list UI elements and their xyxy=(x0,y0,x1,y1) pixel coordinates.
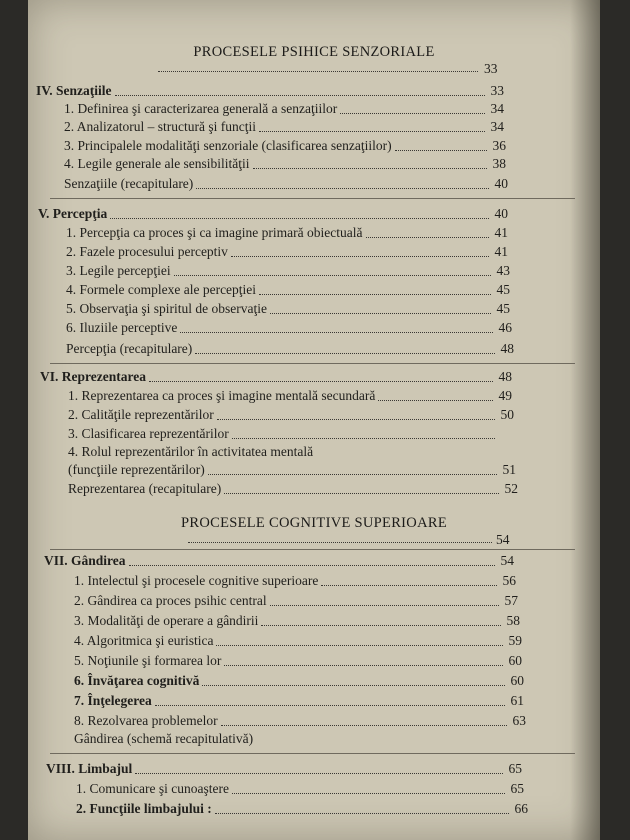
toc-item: 4. Rolul reprezentărilor în activitatea mentală xyxy=(68,444,314,459)
page-number: 33 xyxy=(484,61,498,76)
toc-item: 2. Gândirea ca proces psihic central 57 xyxy=(74,592,518,609)
section-divider xyxy=(50,363,575,364)
toc-item: 4. Formele complexe ale percepţiei 45 xyxy=(66,281,510,298)
toc-item: 3. Modalităţi de operare a gândirii 58 xyxy=(74,612,520,629)
toc-summary: Percepţia (recapitulare) 48 xyxy=(66,340,514,357)
toc-item: 2. Calităţile reprezentărilor 50 xyxy=(68,406,514,423)
toc-item: 5. Noţiunile şi formarea lor 60 xyxy=(74,652,522,669)
section-title: PROCESELE PSIHICE SENZORIALE xyxy=(193,44,435,60)
toc-summary: Gândirea (schemă recapitulativă) xyxy=(74,731,254,746)
toc-item: 5. Observaţia şi spiritul de observaţie 45 xyxy=(66,300,510,317)
toc-summary: Reprezentarea (recapitulare) 52 xyxy=(68,480,518,497)
chapter-heading: IV. Senzaţiile 33 xyxy=(36,82,504,99)
chapter-heading: VII. Gândirea 54 xyxy=(44,552,514,569)
toc-item: 3. Clasificarea reprezentărilor xyxy=(68,425,514,442)
toc-item: 8. Rezolvarea problemelor 63 xyxy=(74,712,526,729)
toc-item: (funcţiile reprezentărilor) 51 xyxy=(68,461,516,478)
toc-item: 2. Fazele procesului perceptiv 41 xyxy=(66,243,508,260)
toc-item: 3. Legile percepţiei 43 xyxy=(66,262,510,279)
toc-item: 1. Percepţia ca proces şi ca imagine primară obiectuală 41 xyxy=(66,224,508,241)
toc-item: 1. Definirea şi caracterizarea generală a senzaţiilor 34 xyxy=(64,100,504,117)
leader-dots xyxy=(188,542,492,543)
toc-item: 2. Funcţiile limbajului : 66 xyxy=(76,800,528,817)
chapter-heading: VI. Reprezentarea 48 xyxy=(40,368,512,385)
chapter-heading: V. Percepţia 40 xyxy=(38,205,508,222)
toc-item: 1. Reprezentarea ca proces şi imagine mentală secundară 49 xyxy=(68,387,512,404)
toc-item: 2. Analizatorul – structură şi funcţii 34 xyxy=(64,118,504,135)
toc-item: 1. Intelectul şi procesele cognitive superioare 56 xyxy=(74,572,516,589)
chapter-heading: VIII. Limbajul 65 xyxy=(46,760,522,777)
section-divider xyxy=(50,198,575,199)
leader-dots xyxy=(158,71,478,72)
toc-item: 3. Principalele modalităţi senzoriale (clasificarea senzaţiilor) 36 xyxy=(64,137,506,154)
section-title: PROCESELE COGNITIVE SUPERIOARE xyxy=(181,515,447,531)
toc-item: 7. Înţelegerea 61 xyxy=(74,692,524,709)
toc-summary: Senzaţiile (recapitulare) 40 xyxy=(64,175,508,192)
book-page xyxy=(28,0,600,840)
section-divider xyxy=(50,753,575,754)
toc-item: 4. Algoritmica şi euristica 59 xyxy=(74,632,522,649)
page-edge-shadow xyxy=(570,0,600,840)
page-number: 54 xyxy=(496,532,510,547)
toc-item: 4. Legile generale ale sensibilităţii 38 xyxy=(64,155,506,172)
toc-item: 6. Învăţarea cognitivă 60 xyxy=(74,672,524,689)
toc-item: 1. Comunicare şi cunoaştere 65 xyxy=(76,780,524,797)
toc-item: 6. Iluziile perceptive 46 xyxy=(66,319,512,336)
